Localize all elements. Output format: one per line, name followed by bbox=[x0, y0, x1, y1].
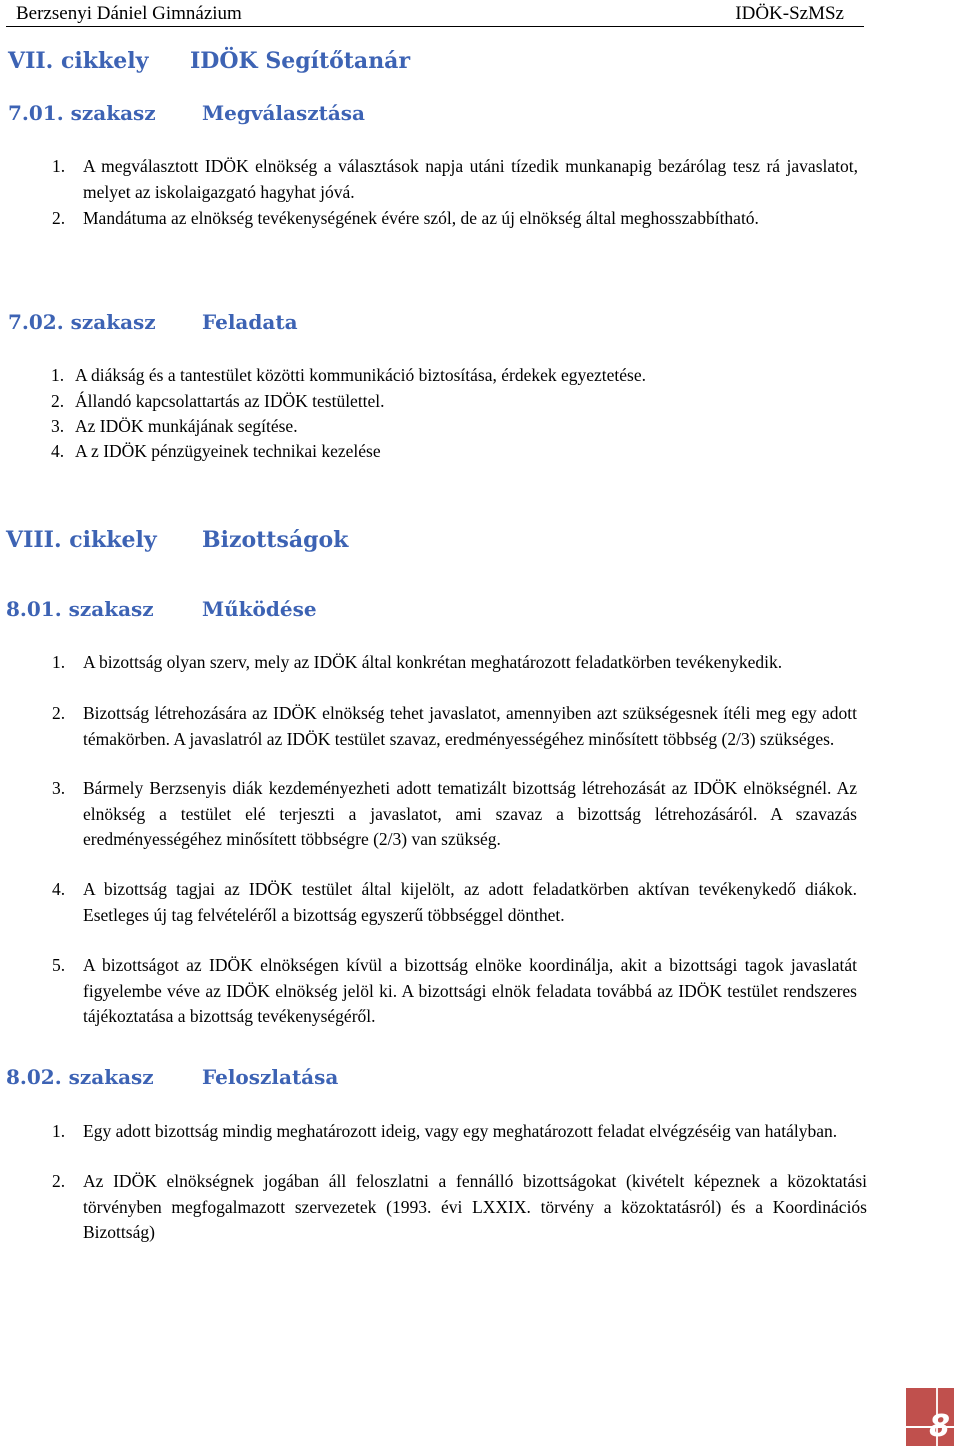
list-item: 1. A bizottság olyan szerv, mely az IDÖK által konkrétan meghatározott feladatkörben tevékenykedik. bbox=[52, 652, 783, 672]
header-school-name: Berzsenyi Dániel Gimnázium bbox=[16, 3, 242, 24]
section-7-01-label: 7.01. szakasz bbox=[8, 101, 156, 125]
section-7-02-label: 7.02. szakasz bbox=[8, 310, 156, 334]
list-item: 3. Az IDÖK munkájának segítése. bbox=[51, 416, 298, 436]
list-item: 4. A bizottság tagjai az IDÖK testület által kijelölt, az adott feladatkörben aktívan tevékenykedő diákok. Esetleges új tag felvételéről a bizottság egyszerű többséggel dönthet. bbox=[52, 879, 857, 925]
section-8-02-label: 8.02. szakasz bbox=[6, 1065, 154, 1089]
list-item: 1. A diákság és a tantestület közötti kommunikáció biztosítása, érdekek egyeztetése. bbox=[51, 365, 646, 385]
list-item: 3. Bármely Berzsenyis diák kezdeményezheti adott tematizált bizottság létrehozását az IDÖK elnökségnél. Az elnökség a testület elé terjeszti a javaslatot, ami szavaz a bizottság létrehozásáról. A szavazás eredményességéhez minősített többségre (2/3) van szükség. bbox=[52, 778, 857, 849]
section-8-01-title: Működése bbox=[202, 597, 317, 621]
page-number: 8 bbox=[929, 1409, 950, 1444]
page-header bbox=[6, 0, 864, 27]
article-8-label: VIII. cikkely bbox=[6, 527, 157, 553]
list-item: 2. Állandó kapcsolattartás az IDÖK testülettel. bbox=[51, 391, 385, 411]
list-item: 5. A bizottságot az IDÖK elnökségen kívül a bizottság elnöke koordinálja, akit a bizottsági tagok javaslatát figyelembe véve az IDÖK elnökség jelöl ki. A bizottsági elnök feladata továbbá az IDÖK testület rendszeres tájékoztatása a bizottság tevékenységéről. bbox=[52, 955, 857, 1026]
page-number-badge bbox=[906, 1388, 954, 1446]
header-document-id: IDÖK-SzMSz bbox=[735, 3, 844, 24]
list-item: 2. Bizottság létrehozására az IDÖK elnökség tehet javaslatot, amennyiben azt szükségesnek ítéli meg egy adott témakörben. A javaslatról az IDÖK testület szavaz, eredményességéhez minősített többség (2/3) szükséges. bbox=[52, 703, 857, 749]
list-item: 1. A megválasztott IDÖK elnökség a választások napja utáni tízedik munkanapig bezárólag tesz rá javaslatot, melyet az iskolaigazgató hagyhat jóvá. bbox=[52, 156, 858, 202]
section-8-01-label: 8.01. szakasz bbox=[6, 597, 154, 621]
section-8-02-title: Feloszlatása bbox=[202, 1065, 339, 1089]
list-item: 4. A z IDÖK pénzügyeinek technikai kezelése bbox=[51, 441, 381, 461]
article-8-title: Bizottságok bbox=[202, 527, 349, 553]
list-item: 1. Egy adott bizottság mindig meghatározott ideig, vagy egy meghatározott feladat elvégzéséig van hatályban. bbox=[52, 1121, 838, 1141]
article-7-label: VII. cikkely bbox=[8, 48, 149, 74]
section-7-01-title: Megválasztása bbox=[202, 101, 366, 125]
section-7-02-title: Feladata bbox=[202, 310, 298, 334]
list-item: 2. Az IDÖK elnökségnek jogában áll feloszlatni a fennálló bizottságokat (kivételt képeznek a közoktatási törvényben megfogalmazott szervezetek (1993. évi LXXIX. törvény a közoktatásról) és a Koordinációs Bizottság) bbox=[52, 1171, 867, 1242]
list-item: 2. Mandátuma az elnökség tevékenységének évére szól, de az új elnökség által meghosszabbítható. bbox=[52, 208, 759, 228]
article-7-title: IDÖK Segítőtanár bbox=[190, 48, 411, 74]
